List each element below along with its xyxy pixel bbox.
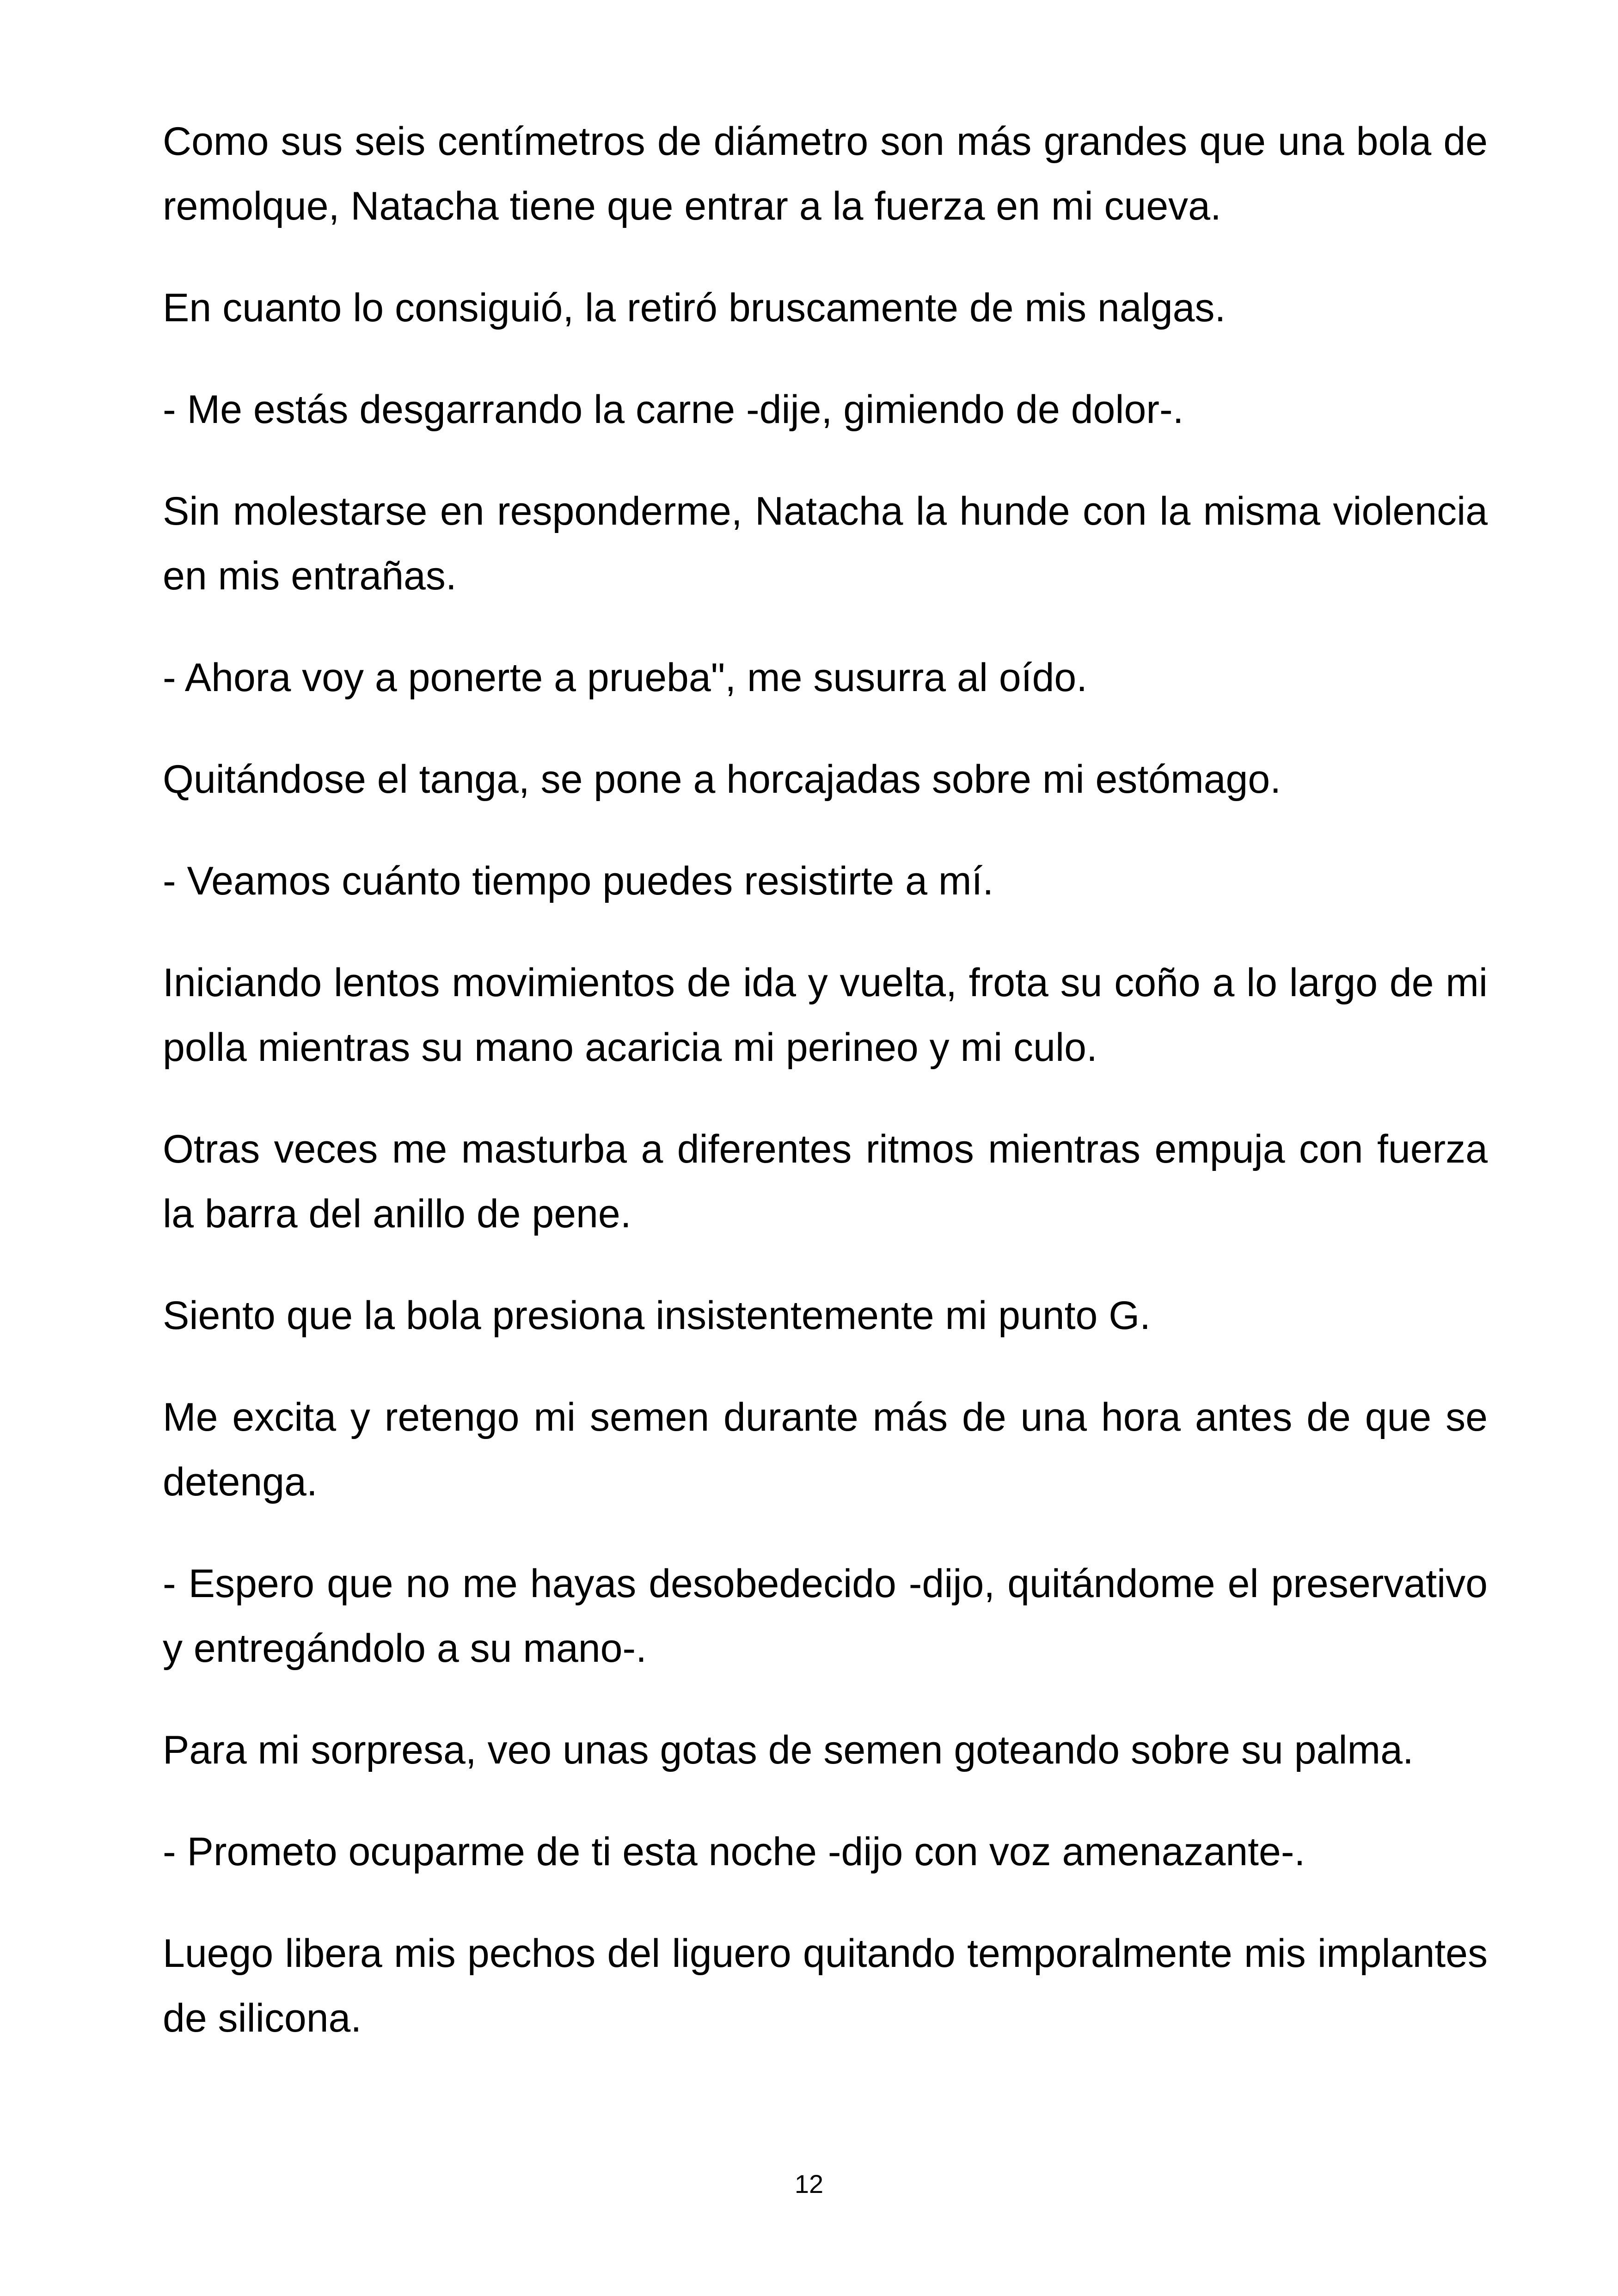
paragraph: Me excita y retengo mi semen durante más de una hora antes de que se detenga. [163,1395,1488,1504]
paragraph: Siento que la bola presiona insistentemente mi punto G. [163,1293,1151,1338]
paragraph: Para mi sorpresa, veo unas gotas de semen goteando sobre su palma. [163,1728,1414,1772]
paragraph: - Veamos cuánto tiempo puedes resistirte a mí. [163,859,994,903]
page-number: 12 [794,2169,824,2198]
paragraph: - Ahora voy a ponerte a prueba", me susurra al oído. [163,655,1088,700]
paragraph: Quitándose el tanga, se pone a horcajadas sobre mi estómago. [163,757,1281,802]
paragraph: Iniciando lentos movimientos de ida y vuelta, frota su coño a lo largo de mi polla mientras su mano acaricia mi perineo y mi culo. [163,961,1488,1070]
paragraph: Otras veces me masturba a diferentes ritmos mientras empuja con fuerza la barra del anillo de pene. [163,1127,1488,1236]
paragraph: En cuanto lo consiguió, la retiró bruscamente de mis nalgas. [163,286,1226,330]
paragraph: - Espero que no me hayas desobedecido -dijo, quitándome el preservativo y entregándolo a su mano-. [163,1561,1488,1671]
paragraph: Sin molestarse en responderme, Natacha la hunde con la misma violencia en mis entrañas. [163,489,1488,598]
paragraph: Como sus seis centímetros de diámetro son más grandes que una bola de remolque, Natacha tiene que entrar a la fuerza en mi cueva. [163,119,1488,228]
paragraph: - Prometo ocuparme de ti esta noche -dijo con voz amenazante-. [163,1830,1305,1874]
body-text [163,109,1488,2088]
paragraph: Luego libera mis pechos del liguero quitando temporalmente mis implantes de silicona. [163,1931,1488,2040]
paragraph: - Me estás desgarrando la carne -dije, gimiendo de dolor-. [163,387,1184,432]
